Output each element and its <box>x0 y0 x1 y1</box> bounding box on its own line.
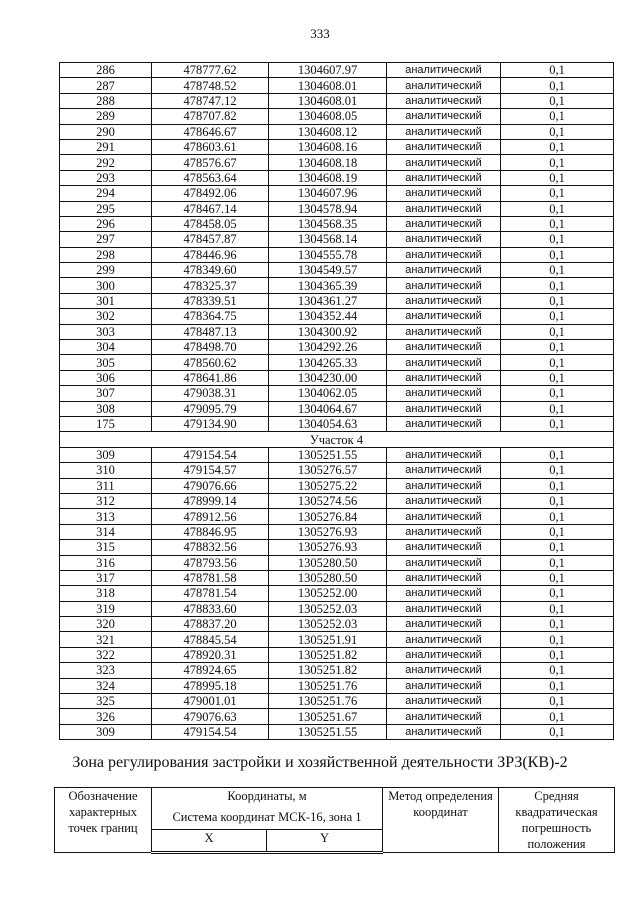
method-cell: аналитический <box>387 93 501 108</box>
y-coordinate-cell: 1305251.91 <box>269 632 387 647</box>
method-cell: аналитический <box>387 617 501 632</box>
method-cell: аналитический <box>387 586 501 601</box>
method-cell: аналитический <box>387 232 501 247</box>
point-number-cell: 309 <box>60 724 152 739</box>
y-coordinate-cell: 1305280.50 <box>269 555 387 570</box>
point-number-cell: 288 <box>60 93 152 108</box>
x-coordinate-cell: 478707.82 <box>152 109 269 124</box>
method-cell: аналитический <box>387 247 501 262</box>
x-coordinate-cell: 478498.70 <box>152 340 269 355</box>
method-cell: аналитический <box>387 109 501 124</box>
table-row <box>60 93 614 108</box>
table-row <box>60 232 614 247</box>
y-coordinate-cell: 1304064.67 <box>269 401 387 416</box>
x-coordinate-cell: 478646.67 <box>152 124 269 139</box>
error-cell: 0,1 <box>501 309 614 324</box>
method-cell: аналитический <box>387 401 501 416</box>
point-number-cell: 323 <box>60 663 152 678</box>
error-cell: 0,1 <box>501 617 614 632</box>
error-cell: 0,1 <box>501 139 614 154</box>
error-cell: 0,1 <box>501 247 614 262</box>
x-coordinate-cell: 478364.75 <box>152 309 269 324</box>
y-coordinate-cell: 1305280.50 <box>269 570 387 585</box>
y-coordinate-cell: 1305251.55 <box>269 724 387 739</box>
error-cell: 0,1 <box>501 647 614 662</box>
table-row <box>60 263 614 278</box>
x-coordinate-cell: 478563.64 <box>152 170 269 185</box>
y-coordinate-cell: 1305251.82 <box>269 647 387 662</box>
y-coordinate-cell: 1304265.33 <box>269 355 387 370</box>
error-cell: 0,1 <box>501 570 614 585</box>
y-coordinate-cell: 1304578.94 <box>269 201 387 216</box>
error-cell: 0,1 <box>501 509 614 524</box>
y-coordinate-cell: 1304292.26 <box>269 340 387 355</box>
table-row <box>60 293 614 308</box>
method-cell: аналитический <box>387 340 501 355</box>
error-cell: 0,1 <box>501 586 614 601</box>
method-cell: аналитический <box>387 293 501 308</box>
table-row <box>60 109 614 124</box>
error-cell: 0,1 <box>501 293 614 308</box>
error-cell: 0,1 <box>501 93 614 108</box>
x-coordinate-cell: 479154.57 <box>152 463 269 478</box>
table-row <box>60 278 614 293</box>
method-cell: аналитический <box>387 139 501 154</box>
coordinates-table <box>59 62 614 740</box>
error-cell: 0,1 <box>501 724 614 739</box>
x-coordinate-cell: 478747.12 <box>152 93 269 108</box>
point-number-cell: 293 <box>60 170 152 185</box>
point-number-cell: 308 <box>60 401 152 416</box>
x-coordinate-cell: 478837.20 <box>152 617 269 632</box>
table-row <box>60 186 614 201</box>
y-coordinate-cell: 1304361.27 <box>269 293 387 308</box>
error-cell: 0,1 <box>501 540 614 555</box>
point-number-cell: 295 <box>60 201 152 216</box>
error-cell: 0,1 <box>501 324 614 339</box>
x-coordinate-cell: 478349.60 <box>152 263 269 278</box>
error-cell: 0,1 <box>501 386 614 401</box>
table-row <box>60 463 614 478</box>
table-row <box>60 216 614 231</box>
table-row <box>60 524 614 539</box>
point-number-cell: 311 <box>60 478 152 493</box>
table-row <box>60 493 614 508</box>
method-cell: аналитический <box>387 78 501 93</box>
y-coordinate-cell: 1304568.35 <box>269 216 387 231</box>
error-cell: 0,1 <box>501 555 614 570</box>
y-coordinate-cell: 1305252.03 <box>269 617 387 632</box>
method-cell: аналитический <box>387 63 501 78</box>
point-number-cell: 303 <box>60 324 152 339</box>
point-number-cell: 306 <box>60 370 152 385</box>
error-cell: 0,1 <box>501 263 614 278</box>
y-coordinate-cell: 1305276.57 <box>269 463 387 478</box>
error-header: Средняя квадратическая погрешность положения <box>499 788 615 853</box>
error-cell: 0,1 <box>501 155 614 170</box>
table-row <box>60 340 614 355</box>
point-number-cell: 307 <box>60 386 152 401</box>
method-cell: аналитический <box>387 170 501 185</box>
method-cell: аналитический <box>387 263 501 278</box>
section-row <box>60 432 614 447</box>
x-header: X <box>152 830 267 853</box>
point-number-cell: 322 <box>60 647 152 662</box>
error-cell: 0,1 <box>501 340 614 355</box>
x-coordinate-cell: 478832.56 <box>152 540 269 555</box>
point-number-cell: 309 <box>60 447 152 462</box>
method-cell: аналитический <box>387 524 501 539</box>
coordinates-header: Координаты, м <box>152 788 383 809</box>
table-row <box>60 617 614 632</box>
x-coordinate-cell: 478781.58 <box>152 570 269 585</box>
point-number-cell: 299 <box>60 263 152 278</box>
table-row <box>60 155 614 170</box>
point-number-cell: 319 <box>60 601 152 616</box>
table-row <box>60 447 614 462</box>
error-cell: 0,1 <box>501 186 614 201</box>
table-row <box>60 570 614 585</box>
table-row <box>60 694 614 709</box>
point-number-cell: 325 <box>60 694 152 709</box>
error-cell: 0,1 <box>501 709 614 724</box>
y-coordinate-cell: 1305276.93 <box>269 540 387 555</box>
y-coordinate-cell: 1305276.93 <box>269 524 387 539</box>
method-cell: аналитический <box>387 478 501 493</box>
method-cell: аналитический <box>387 647 501 662</box>
table-row <box>60 416 614 431</box>
y-coordinate-cell: 1305252.03 <box>269 601 387 616</box>
table-row <box>60 78 614 93</box>
point-number-cell: 312 <box>60 493 152 508</box>
point-number-cell: 300 <box>60 278 152 293</box>
x-coordinate-cell: 479154.54 <box>152 447 269 462</box>
table-row <box>60 124 614 139</box>
y-coordinate-cell: 1305275.22 <box>269 478 387 493</box>
error-cell: 0,1 <box>501 694 614 709</box>
point-number-cell: 321 <box>60 632 152 647</box>
method-cell: аналитический <box>387 201 501 216</box>
x-coordinate-cell: 478748.52 <box>152 78 269 93</box>
method-cell: аналитический <box>387 447 501 462</box>
x-coordinate-cell: 479095.79 <box>152 401 269 416</box>
error-cell: 0,1 <box>501 416 614 431</box>
y-coordinate-cell: 1304062.05 <box>269 386 387 401</box>
error-cell: 0,1 <box>501 401 614 416</box>
method-cell: аналитический <box>387 309 501 324</box>
y-coordinate-cell: 1304549.57 <box>269 263 387 278</box>
method-cell: аналитический <box>387 632 501 647</box>
x-coordinate-cell: 478492.06 <box>152 186 269 201</box>
y-coordinate-cell: 1304352.44 <box>269 309 387 324</box>
method-cell: аналитический <box>387 324 501 339</box>
x-coordinate-cell: 478467.14 <box>152 201 269 216</box>
table-row <box>60 678 614 693</box>
error-cell: 0,1 <box>501 201 614 216</box>
table-row <box>60 247 614 262</box>
error-cell: 0,1 <box>501 232 614 247</box>
error-cell: 0,1 <box>501 493 614 508</box>
method-cell: аналитический <box>387 155 501 170</box>
x-coordinate-cell: 478912.56 <box>152 509 269 524</box>
point-number-cell: 287 <box>60 78 152 93</box>
table-row <box>60 201 614 216</box>
method-cell: аналитический <box>387 463 501 478</box>
page-number: 333 <box>310 26 330 41</box>
table-row <box>60 370 614 385</box>
y-header: Y <box>267 830 383 853</box>
y-coordinate-cell: 1304555.78 <box>269 247 387 262</box>
point-number-cell: 297 <box>60 232 152 247</box>
table-row <box>60 601 614 616</box>
x-coordinate-cell: 478924.65 <box>152 663 269 678</box>
error-cell: 0,1 <box>501 124 614 139</box>
point-number-cell: 291 <box>60 139 152 154</box>
y-coordinate-cell: 1304608.16 <box>269 139 387 154</box>
error-cell: 0,1 <box>501 170 614 185</box>
table-row <box>60 540 614 555</box>
method-cell: аналитический <box>387 678 501 693</box>
point-number-cell: 324 <box>60 678 152 693</box>
method-cell: аналитический <box>387 355 501 370</box>
method-cell: аналитический <box>387 555 501 570</box>
table-row <box>60 401 614 416</box>
y-coordinate-cell: 1305251.76 <box>269 678 387 693</box>
point-number-cell: 296 <box>60 216 152 231</box>
y-coordinate-cell: 1304230.00 <box>269 370 387 385</box>
error-cell: 0,1 <box>501 678 614 693</box>
method-cell: аналитический <box>387 186 501 201</box>
x-coordinate-cell: 478781.54 <box>152 586 269 601</box>
error-cell: 0,1 <box>501 478 614 493</box>
method-cell: аналитический <box>387 509 501 524</box>
error-cell: 0,1 <box>501 370 614 385</box>
y-coordinate-cell: 1305276.84 <box>269 509 387 524</box>
y-coordinate-cell: 1304054.63 <box>269 416 387 431</box>
y-coordinate-cell: 1304608.12 <box>269 124 387 139</box>
error-cell: 0,1 <box>501 663 614 678</box>
point-number-cell: 286 <box>60 63 152 78</box>
point-number-cell: 313 <box>60 509 152 524</box>
point-number-cell: 314 <box>60 524 152 539</box>
table-row <box>60 709 614 724</box>
table-row <box>60 555 614 570</box>
x-coordinate-cell: 478845.54 <box>152 632 269 647</box>
error-cell: 0,1 <box>501 463 614 478</box>
x-coordinate-cell: 479076.63 <box>152 709 269 724</box>
x-coordinate-cell: 478641.86 <box>152 370 269 385</box>
designation-header: Обозначение характерных точек границ <box>55 788 152 853</box>
point-number-cell: 316 <box>60 555 152 570</box>
coordinate-system-header: Система координат МСК-16, зона 1 <box>152 809 383 830</box>
method-cell: аналитический <box>387 493 501 508</box>
table-row <box>60 663 614 678</box>
y-coordinate-cell: 1304607.96 <box>269 186 387 201</box>
table-row <box>60 478 614 493</box>
x-coordinate-cell: 478457.87 <box>152 232 269 247</box>
method-cell: аналитический <box>387 386 501 401</box>
table-row <box>60 586 614 601</box>
error-cell: 0,1 <box>501 109 614 124</box>
table-row <box>60 63 614 78</box>
error-cell: 0,1 <box>501 78 614 93</box>
table-row <box>60 509 614 524</box>
error-cell: 0,1 <box>501 278 614 293</box>
point-number-cell: 326 <box>60 709 152 724</box>
method-cell: аналитический <box>387 370 501 385</box>
table-row <box>60 632 614 647</box>
y-coordinate-cell: 1304607.97 <box>269 63 387 78</box>
y-coordinate-cell: 1304608.01 <box>269 93 387 108</box>
method-cell: аналитический <box>387 694 501 709</box>
table-row <box>60 139 614 154</box>
x-coordinate-cell: 478576.67 <box>152 155 269 170</box>
point-number-cell: 294 <box>60 186 152 201</box>
point-number-cell: 301 <box>60 293 152 308</box>
error-cell: 0,1 <box>501 632 614 647</box>
point-number-cell: 175 <box>60 416 152 431</box>
table-row <box>60 724 614 739</box>
x-coordinate-cell: 478458.05 <box>152 216 269 231</box>
section-label: Участок 4 <box>60 432 614 447</box>
method-cell: аналитический <box>387 724 501 739</box>
y-coordinate-cell: 1304608.19 <box>269 170 387 185</box>
x-coordinate-cell: 479038.31 <box>152 386 269 401</box>
method-cell: аналитический <box>387 601 501 616</box>
y-coordinate-cell: 1304365.39 <box>269 278 387 293</box>
error-cell: 0,1 <box>501 601 614 616</box>
x-coordinate-cell: 478339.51 <box>152 293 269 308</box>
y-coordinate-cell: 1305251.82 <box>269 663 387 678</box>
y-coordinate-cell: 1304608.01 <box>269 78 387 93</box>
y-coordinate-cell: 1305252.00 <box>269 586 387 601</box>
coordinates-table-body <box>60 63 614 740</box>
point-number-cell: 318 <box>60 586 152 601</box>
point-number-cell: 317 <box>60 570 152 585</box>
point-number-cell: 302 <box>60 309 152 324</box>
x-coordinate-cell: 478603.61 <box>152 139 269 154</box>
x-coordinate-cell: 478325.37 <box>152 278 269 293</box>
point-number-cell: 292 <box>60 155 152 170</box>
method-cell: аналитический <box>387 124 501 139</box>
zone-header-table <box>54 787 615 854</box>
method-cell: аналитический <box>387 570 501 585</box>
table-row <box>60 170 614 185</box>
error-cell: 0,1 <box>501 63 614 78</box>
point-number-cell: 315 <box>60 540 152 555</box>
method-cell: аналитический <box>387 540 501 555</box>
method-cell: аналитический <box>387 663 501 678</box>
y-coordinate-cell: 1305274.56 <box>269 493 387 508</box>
point-number-cell: 304 <box>60 340 152 355</box>
x-coordinate-cell: 479134.90 <box>152 416 269 431</box>
y-coordinate-cell: 1305251.55 <box>269 447 387 462</box>
x-coordinate-cell: 478560.62 <box>152 355 269 370</box>
point-number-cell: 289 <box>60 109 152 124</box>
method-cell: аналитический <box>387 416 501 431</box>
x-coordinate-cell: 479001.01 <box>152 694 269 709</box>
error-cell: 0,1 <box>501 216 614 231</box>
point-number-cell: 290 <box>60 124 152 139</box>
table-row <box>60 324 614 339</box>
table-row <box>60 355 614 370</box>
x-coordinate-cell: 479154.54 <box>152 724 269 739</box>
error-cell: 0,1 <box>501 524 614 539</box>
method-header: Метод определения координат <box>383 788 499 853</box>
y-coordinate-cell: 1305251.76 <box>269 694 387 709</box>
x-coordinate-cell: 478833.60 <box>152 601 269 616</box>
y-coordinate-cell: 1304300.92 <box>269 324 387 339</box>
method-cell: аналитический <box>387 278 501 293</box>
x-coordinate-cell: 478920.31 <box>152 647 269 662</box>
x-coordinate-cell: 478793.56 <box>152 555 269 570</box>
y-coordinate-cell: 1305251.67 <box>269 709 387 724</box>
method-cell: аналитический <box>387 216 501 231</box>
table-row <box>60 647 614 662</box>
point-number-cell: 310 <box>60 463 152 478</box>
y-coordinate-cell: 1304568.14 <box>269 232 387 247</box>
x-coordinate-cell: 478995.18 <box>152 678 269 693</box>
x-coordinate-cell: 478487.13 <box>152 324 269 339</box>
table-row <box>60 309 614 324</box>
y-coordinate-cell: 1304608.05 <box>269 109 387 124</box>
error-cell: 0,1 <box>501 355 614 370</box>
x-coordinate-cell: 478999.14 <box>152 493 269 508</box>
x-coordinate-cell: 478777.62 <box>152 63 269 78</box>
zone-title: Зона регулирования застройки и хозяйственной деятельности ЗРЗ(КВ)-2 <box>72 754 568 771</box>
x-coordinate-cell: 478846.95 <box>152 524 269 539</box>
error-cell: 0,1 <box>501 447 614 462</box>
point-number-cell: 305 <box>60 355 152 370</box>
point-number-cell: 320 <box>60 617 152 632</box>
y-coordinate-cell: 1304608.18 <box>269 155 387 170</box>
point-number-cell: 298 <box>60 247 152 262</box>
method-cell: аналитический <box>387 709 501 724</box>
x-coordinate-cell: 478446.96 <box>152 247 269 262</box>
table-row <box>60 386 614 401</box>
x-coordinate-cell: 479076.66 <box>152 478 269 493</box>
